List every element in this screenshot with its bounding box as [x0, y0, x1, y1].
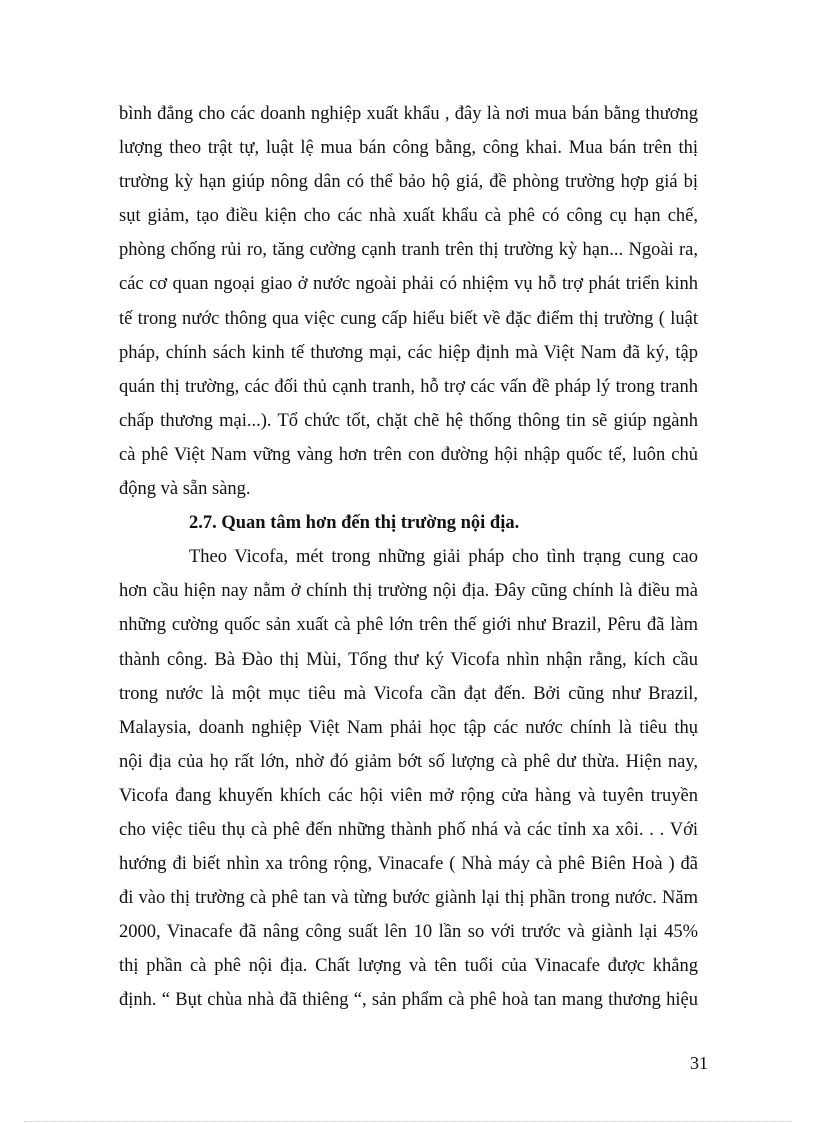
- text-line: Malaysia, doanh nghiệp Việt Nam phải học tập các nước chính là tiêu thụ: [119, 717, 698, 738]
- page-number: 31: [690, 1053, 708, 1073]
- text-line: cà phê Việt Nam vững vàng hơn trên con đường hội nhập quốc tế, luôn chủ: [119, 444, 698, 465]
- text-line: trong nước là một mục tiêu mà Vicofa cần đạt đến. Bởi cũng như Brazil,: [119, 683, 698, 704]
- text-line: đi vào thị trường cà phê tan và từng bước giành lại thị phần trong nước. Năm: [119, 888, 698, 909]
- text-line: Theo Vicofa, mét trong những giải pháp cho tình trạng cung cao: [189, 547, 698, 568]
- text-line: thành công. Bà Đào thị Mùi, Tổng thư ký Vicofa nhìn nhận rằng, kích cầu: [119, 649, 698, 670]
- text-line: quán thị trường, các đối thủ cạnh tranh, hỗ trợ các vấn đề pháp lý trong tranh: [119, 376, 698, 397]
- text-line: 2000, Vinacafe đã nâng công suất lên 10 lần so với trước và giành lại 45%: [119, 922, 698, 943]
- text-line: tế trong nước thông qua việc cung cấp hiểu biết về đặc điểm thị trường ( luật: [119, 308, 698, 329]
- text-line: nội địa của họ rất lớn, nhờ đó giảm bớt số lượng cà phê dư thừa. Hiện nay,: [119, 751, 698, 772]
- text-line: lượng theo trật tự, luật lệ mua bán công bằng, công khai. Mua bán trên thị: [119, 138, 698, 159]
- text-line: thị phần cà phê nội địa. Chất lượng và tên tuổi của Vinacafe được khẳng: [119, 956, 698, 977]
- section-heading: 2.7. Quan tâm hơn đến thị trường nội địa.: [189, 513, 520, 534]
- paragraph: [119, 97, 698, 506]
- text-line: định. “ Bụt chùa nhà đã thiêng “, sản phẩm cà phê hoà tan mang thương hiệu: [119, 990, 698, 1011]
- text-line: động và sẵn sàng.: [119, 479, 251, 500]
- text-line: Vicofa đang khuyến khích các hội viên mở rộng cửa hàng và tuyên truyền: [119, 785, 698, 806]
- text-line: chấp thương mại...). Tổ chức tốt, chặt chẽ hệ thống thông tin sẽ giúp ngành: [119, 410, 698, 431]
- text-line: hơn cầu hiện nay nằm ở chính thị trường nội địa. Đây cũng chính là điều mà: [119, 581, 698, 602]
- page-body: [119, 97, 698, 1018]
- text-line: hướng đi biết nhìn xa trông rộng, Vinacafe ( Nhà máy cà phê Biên Hoà ) đã: [119, 854, 698, 875]
- text-line: cho việc tiêu thụ cà phê đến những thành phố nhá và các tỉnh xa xôi. . . Với: [119, 819, 698, 840]
- text-line: pháp, chính sách kinh tế thương mại, các hiệp định mà Việt Nam đã ký, tập: [119, 342, 698, 363]
- paragraph: [119, 540, 698, 1017]
- text-line: bình đẳng cho các doanh nghiệp xuất khẩu , đây là nơi mua bán bằng thương: [119, 104, 698, 124]
- text-line: phòng chống rủi ro, tăng cường cạnh tranh trên thị trường kỳ hạn... Ngoài ra,: [119, 240, 698, 261]
- text-line: trường kỳ hạn giúp nông dân có thể bảo hộ giá, đề phòng trường hợp giá bị: [119, 172, 698, 193]
- page-edge-divider: [24, 1121, 792, 1122]
- text-line: các cơ quan ngoại giao ở nước ngoài phải có nhiệm vụ hỗ trợ phát triển kinh: [119, 274, 698, 295]
- text-line: những cường quốc sản xuất cà phê lớn trên thế giới như Brazil, Pêru đã làm: [119, 615, 698, 636]
- text-line: sụt giảm, tạo điều kiện cho các nhà xuất khẩu cà phê có công cụ hạn chế,: [119, 206, 698, 227]
